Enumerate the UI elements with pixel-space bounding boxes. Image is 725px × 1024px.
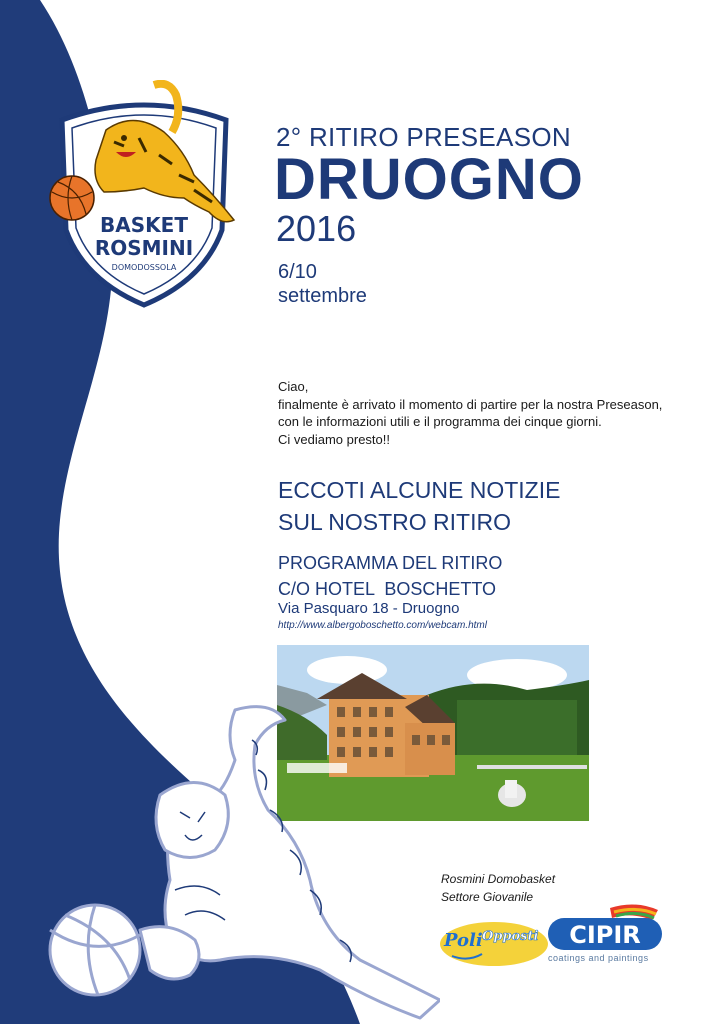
sponsor1-part-a: Poli [444,930,483,951]
date-days: 6/10 [278,261,317,283]
news-heading [278,474,560,538]
program-line2: C/O HOTEL BOSCHETTO [278,579,497,599]
club-signature [441,870,555,906]
letter-line: finalmente è arrivato il momento di partire per la nostra Preseason, [278,396,663,412]
date-month: settembre [278,285,367,307]
tiger-illustration [20,700,440,1020]
news-line2: SUL NOSTRO RITIRO [278,509,511,535]
basket-rosmini-logo [44,80,244,315]
cipir-tagline: coatings and paintings [548,953,649,963]
intro-letter [278,378,662,448]
event-dates [278,260,367,308]
club-section: Settore Giovanile [441,890,534,904]
logo-line1: BASKET [100,213,188,237]
cipir-wordmark: CIPIR [569,921,641,949]
sponsor1-part-b: Opposti [482,929,539,944]
hotel-webcam-link[interactable]: http://www.albergoboschetto.com/webcam.html [278,620,487,631]
program-heading [278,550,502,602]
logo-city: DOMODOSSOLA [111,263,177,272]
event-subtitle: 2° RITIRO PRESEASON [276,122,571,152]
logo-line2: ROSMINI [94,236,194,260]
club-name: Rosmini Domobasket [441,872,556,886]
cipir-sponsor-logo [540,900,670,956]
program-line1: PROGRAMMA DEL RITIRO [278,553,503,573]
letter-line: Ciao, [278,379,309,394]
letter-line: con le informazioni utili e il programma dei cinque giorni. [278,414,602,429]
event-year: 2016 [276,208,357,249]
letter-line: Ci vediamo presto!! [278,431,390,447]
news-line1: ECCOTI ALCUNE NOTIZIE [278,477,561,503]
poliopposti-sponsor-logo [438,918,550,968]
event-title: DRUOGNO [274,147,584,212]
hotel-address: Via Pasquaro 18 - Druogno [278,600,460,617]
